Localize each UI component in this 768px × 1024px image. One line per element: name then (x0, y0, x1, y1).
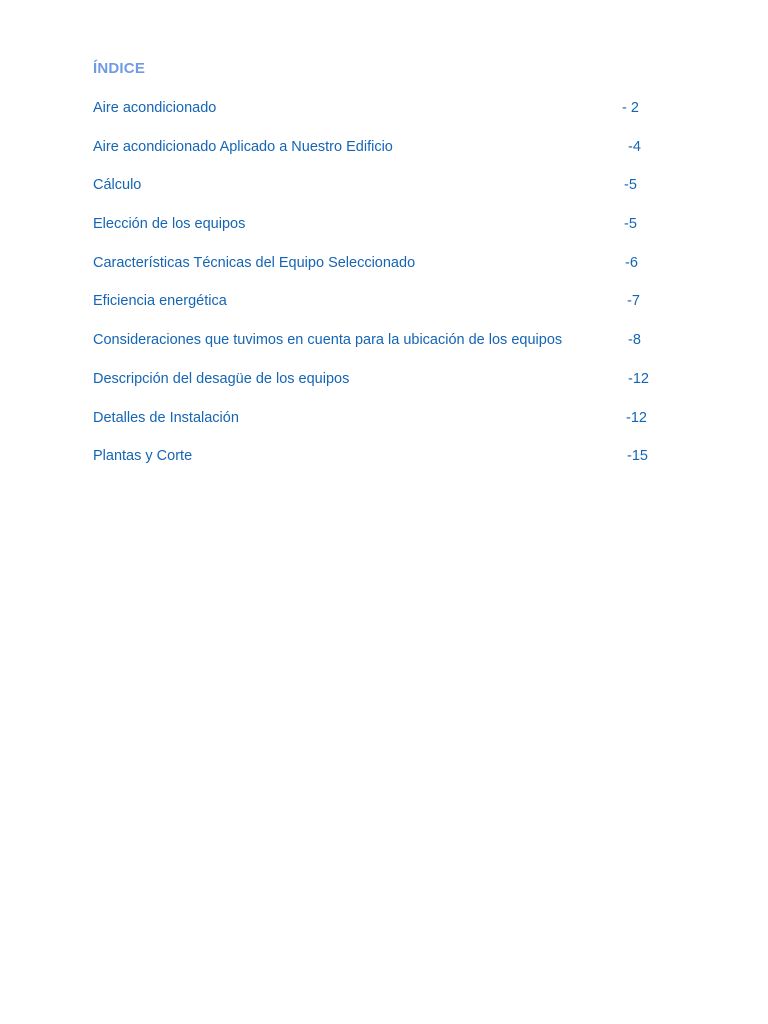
toc-entry-title: Aire acondicionado (93, 100, 217, 116)
toc-entry-title: Consideraciones que tuvimos en cuenta para la ubicación de los equipos (93, 332, 563, 349)
toc-heading: ÍNDICE (93, 60, 146, 77)
toc-entry-page: -6 (625, 254, 638, 271)
toc-entry-page: -12 (626, 409, 647, 426)
toc-entry-title: Eficiencia energética (93, 293, 227, 310)
toc-entry-page: -12 (628, 370, 649, 387)
toc-entry (93, 330, 673, 369)
toc-entry (93, 253, 673, 292)
toc-entry (93, 175, 673, 214)
toc-entry-page: - 2 (622, 100, 639, 116)
toc-entry (93, 446, 673, 485)
toc-entry-page: -15 (627, 448, 648, 465)
toc-entry (93, 98, 673, 137)
toc-entry-title: Elección de los equipos (93, 216, 246, 233)
toc-entry-page: -5 (624, 177, 637, 194)
toc-entry (93, 369, 673, 408)
toc-entry-page: -5 (624, 216, 637, 233)
toc-entry-title: Detalles de Instalación (93, 409, 239, 426)
toc-entry (93, 408, 673, 447)
toc-entry (93, 291, 673, 330)
toc-entry-page: -7 (627, 293, 640, 310)
toc-entry-title: Plantas y Corte (93, 448, 193, 465)
toc-entry-title: Características Técnicas del Equipo Seleccionado (93, 254, 416, 271)
toc-entry-title: Descripción del desagüe de los equipos (93, 370, 350, 387)
toc-entry-page: -8 (628, 332, 641, 349)
toc-entry (93, 137, 673, 176)
toc-entry-title: Cálculo (93, 177, 142, 194)
toc-entry-page: -4 (628, 138, 641, 155)
toc-entry (93, 214, 673, 253)
table-of-contents (93, 98, 673, 485)
toc-entry-title: Aire acondicionado Aplicado a Nuestro Edificio (93, 138, 393, 155)
